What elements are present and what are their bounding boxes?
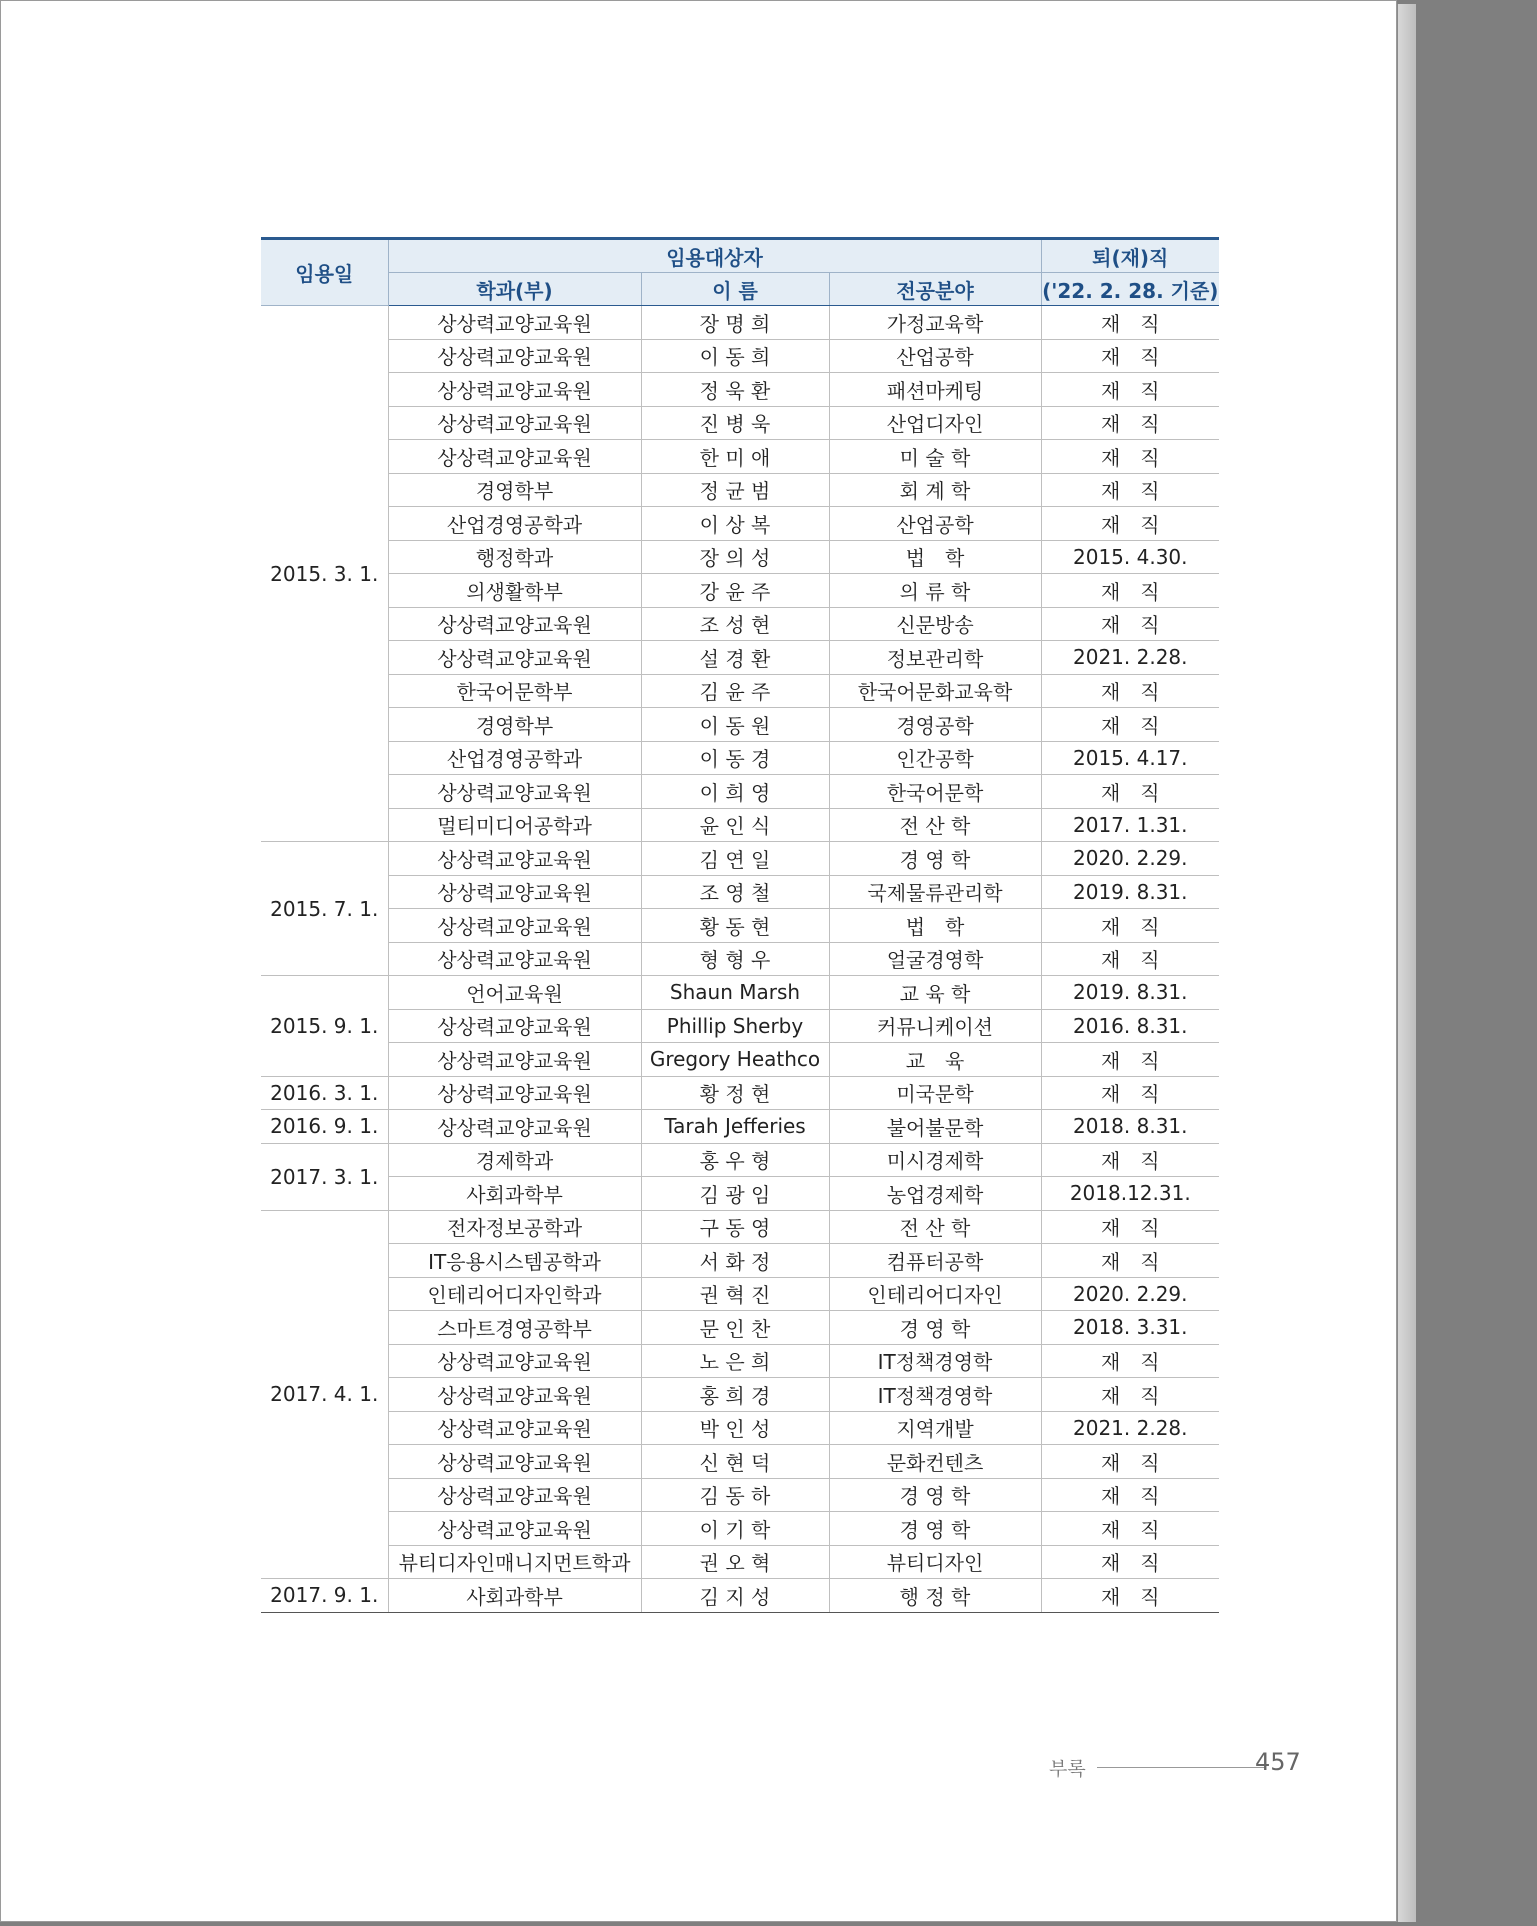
table-row [261,473,1219,507]
table-row [261,1545,1219,1579]
table-row [261,808,1219,842]
cell-dept: 상상력교양교육원 [388,440,641,474]
cell-field: 가정교육학 [829,306,1041,340]
cell-status: 재 직 [1041,1512,1219,1546]
cell-status: 재 직 [1041,1579,1219,1613]
cell-field: 전 산 학 [829,808,1041,842]
cell-name: Phillip Sherby [641,1009,829,1043]
cell-dept: 상상력교양교육원 [388,1478,641,1512]
cell-field: 컴퓨터공학 [829,1244,1041,1278]
cell-name: 박 인 성 [641,1411,829,1445]
cell-name: 이 동 희 [641,339,829,373]
cell-status: 재 직 [1041,674,1219,708]
cell-name: 이 상 복 [641,507,829,541]
cell-dept: 상상력교양교육원 [388,1043,641,1077]
cell-dept: 상상력교양교육원 [388,1512,641,1546]
cell-dept: 상상력교양교육원 [388,1009,641,1043]
cell-status: 재 직 [1041,507,1219,541]
cell-name: 윤 인 식 [641,808,829,842]
cell-field: 의 류 학 [829,574,1041,608]
page-edge-shadow [1397,4,1416,1922]
cell-dept: 상상력교양교육원 [388,306,641,340]
cell-status: 재 직 [1041,607,1219,641]
cell-name: 이 동 원 [641,708,829,742]
cell-dept: 상상력교양교육원 [388,1110,641,1144]
cell-date: 2015. 3. 1. [261,306,388,842]
cell-date: 2017. 9. 1. [261,1579,388,1613]
cell-dept: 상상력교양교육원 [388,607,641,641]
cell-field: 패션마케팅 [829,373,1041,407]
cell-name: 진 병 욱 [641,406,829,440]
cell-name: 문 인 찬 [641,1311,829,1345]
header-date: 임용일 [261,239,388,306]
cell-dept: 산업경영공학과 [388,507,641,541]
cell-status: 2020. 2.29. [1041,1277,1219,1311]
cell-status: 재 직 [1041,406,1219,440]
cell-dept: 상상력교양교육원 [388,1411,641,1445]
cell-status: 2019. 8.31. [1041,875,1219,909]
cell-status: 재 직 [1041,909,1219,943]
cell-status: 재 직 [1041,473,1219,507]
cell-status: 재 직 [1041,942,1219,976]
table-row [261,1177,1219,1211]
cell-name: 설 경 환 [641,641,829,675]
cell-dept: 상상력교양교육원 [388,775,641,809]
table-row [261,1277,1219,1311]
cell-name: 홍 우 형 [641,1143,829,1177]
cell-field: IT정책경영학 [829,1344,1041,1378]
cell-date: 2017. 3. 1. [261,1143,388,1210]
cell-date: 2016. 9. 1. [261,1110,388,1144]
cell-field: 정보관리학 [829,641,1041,675]
cell-field: 경 영 학 [829,842,1041,876]
cell-field: 교 육 [829,1043,1041,1077]
cell-status: 재 직 [1041,574,1219,608]
page-number: 457 [1255,1748,1301,1776]
cell-name: 형 형 우 [641,942,829,976]
cell-dept: 상상력교양교육원 [388,1378,641,1412]
appointment-table [261,237,1219,1613]
table-row [261,1143,1219,1177]
cell-field: 산업공학 [829,507,1041,541]
cell-dept: 상상력교양교육원 [388,339,641,373]
table-row [261,1009,1219,1043]
appointment-table-container [261,237,1219,1613]
cell-dept: 스마트경영공학부 [388,1311,641,1345]
cell-field: 회 계 학 [829,473,1041,507]
table-body [261,306,1219,1613]
cell-status: 2019. 8.31. [1041,976,1219,1010]
cell-name: 황 정 현 [641,1076,829,1110]
cell-dept: IT응용시스템공학과 [388,1244,641,1278]
cell-dept: 상상력교양교육원 [388,373,641,407]
cell-field: 한국어문학 [829,775,1041,809]
table-row [261,1076,1219,1110]
table-row [261,976,1219,1010]
cell-field: 경 영 학 [829,1512,1041,1546]
cell-field: 전 산 학 [829,1210,1041,1244]
cell-field: 미시경제학 [829,1143,1041,1177]
cell-field: 법 학 [829,540,1041,574]
cell-status: 2016. 8.31. [1041,1009,1219,1043]
table-row [261,540,1219,574]
cell-dept: 멀티미디어공학과 [388,808,641,842]
cell-name: 구 동 영 [641,1210,829,1244]
cell-name: 한 미 애 [641,440,829,474]
table-row [261,708,1219,742]
cell-field: 산업디자인 [829,406,1041,440]
cell-status: 재 직 [1041,1210,1219,1244]
cell-name: 장 의 성 [641,540,829,574]
cell-dept: 상상력교양교육원 [388,842,641,876]
table-row [261,406,1219,440]
cell-name: Gregory Heathco [641,1043,829,1077]
table-row [261,1512,1219,1546]
cell-field: 교 육 학 [829,976,1041,1010]
table-row [261,741,1219,775]
cell-field: 지역개발 [829,1411,1041,1445]
cell-date: 2016. 3. 1. [261,1076,388,1110]
cell-field: 얼굴경영학 [829,942,1041,976]
table-row [261,306,1219,340]
cell-field: 문화컨텐츠 [829,1445,1041,1479]
cell-name: 김 지 성 [641,1579,829,1613]
cell-status: 2015. 4.17. [1041,741,1219,775]
cell-name: 조 영 철 [641,875,829,909]
cell-status: 2015. 4.30. [1041,540,1219,574]
cell-field: 커뮤니케이션 [829,1009,1041,1043]
cell-name: 김 동 하 [641,1478,829,1512]
cell-dept: 뷰티디자인매니지먼트학과 [388,1545,641,1579]
cell-name: 강 윤 주 [641,574,829,608]
table-row [261,775,1219,809]
cell-dept: 경영학부 [388,708,641,742]
cell-field: 불어불문학 [829,1110,1041,1144]
cell-name: Shaun Marsh [641,976,829,1010]
cell-status: 재 직 [1041,373,1219,407]
cell-date: 2015. 7. 1. [261,842,388,976]
table-row [261,1244,1219,1278]
cell-status: 재 직 [1041,1344,1219,1378]
table-row [261,1311,1219,1345]
cell-status: 2021. 2.28. [1041,1411,1219,1445]
cell-name: 황 동 현 [641,909,829,943]
header-status-basis: ('22. 2. 28. 기준) [1041,273,1219,306]
cell-dept: 상상력교양교육원 [388,641,641,675]
table-row [261,440,1219,474]
cell-dept: 한국어문학부 [388,674,641,708]
cell-name: 정 균 범 [641,473,829,507]
table-row [261,842,1219,876]
cell-status: 2018. 3.31. [1041,1311,1219,1345]
table-row [261,641,1219,675]
table-row [261,875,1219,909]
header-dept: 학과(부) [388,273,641,306]
cell-status: 재 직 [1041,306,1219,340]
cell-status: 재 직 [1041,440,1219,474]
cell-dept: 행정학과 [388,540,641,574]
cell-dept: 인테리어디자인학과 [388,1277,641,1311]
cell-name: Tarah Jefferies [641,1110,829,1144]
table-row [261,373,1219,407]
cell-date: 2017. 4. 1. [261,1210,388,1579]
table-row [261,1110,1219,1144]
table-header [261,239,1219,306]
table-row [261,1210,1219,1244]
table-row [261,1411,1219,1445]
cell-dept: 의생활학부 [388,574,641,608]
cell-field: 경 영 학 [829,1478,1041,1512]
cell-name: 조 성 현 [641,607,829,641]
cell-status: 재 직 [1041,708,1219,742]
cell-name: 홍 희 경 [641,1378,829,1412]
cell-dept: 사회과학부 [388,1177,641,1211]
cell-name: 이 동 경 [641,741,829,775]
footer-section-label: 부록 [1049,1758,1086,1780]
cell-status: 재 직 [1041,1076,1219,1110]
cell-dept: 사회과학부 [388,1579,641,1613]
cell-field: 인테리어디자인 [829,1277,1041,1311]
cell-status: 재 직 [1041,775,1219,809]
cell-dept: 산업경영공학과 [388,741,641,775]
cell-status: 재 직 [1041,1545,1219,1579]
cell-status: 재 직 [1041,1143,1219,1177]
cell-name: 정 욱 환 [641,373,829,407]
cell-name: 서 화 정 [641,1244,829,1278]
table-row [261,1378,1219,1412]
cell-name: 김 연 일 [641,842,829,876]
table-row [261,574,1219,608]
cell-name: 장 명 희 [641,306,829,340]
cell-dept: 상상력교양교육원 [388,1344,641,1378]
table-row [261,607,1219,641]
cell-field: 미국문학 [829,1076,1041,1110]
header-field: 전공분야 [829,273,1041,306]
table-row [261,1445,1219,1479]
table-row [261,507,1219,541]
cell-field: IT정책경영학 [829,1378,1041,1412]
table-row [261,339,1219,373]
cell-dept: 전자정보공학과 [388,1210,641,1244]
cell-dept: 언어교육원 [388,976,641,1010]
cell-dept: 경영학부 [388,473,641,507]
cell-field: 인간공학 [829,741,1041,775]
cell-status: 2018. 8.31. [1041,1110,1219,1144]
cell-name: 노 은 희 [641,1344,829,1378]
cell-field: 농업경제학 [829,1177,1041,1211]
cell-status: 재 직 [1041,1043,1219,1077]
cell-status: 재 직 [1041,1445,1219,1479]
cell-status: 재 직 [1041,339,1219,373]
cell-status: 2021. 2.28. [1041,641,1219,675]
cell-name: 신 현 덕 [641,1445,829,1479]
cell-field: 한국어문화교육학 [829,674,1041,708]
cell-name: 김 광 임 [641,1177,829,1211]
cell-dept: 상상력교양교육원 [388,406,641,440]
header-status: 퇴(재)직 [1041,239,1219,273]
cell-name: 이 희 영 [641,775,829,809]
cell-dept: 상상력교양교육원 [388,1076,641,1110]
cell-date: 2015. 9. 1. [261,976,388,1077]
header-name: 이 름 [641,273,829,306]
cell-field: 미 술 학 [829,440,1041,474]
cell-dept: 상상력교양교육원 [388,1445,641,1479]
cell-status: 재 직 [1041,1244,1219,1278]
page-footer [1049,1748,1299,1784]
cell-dept: 상상력교양교육원 [388,875,641,909]
cell-status: 재 직 [1041,1378,1219,1412]
cell-status: 재 직 [1041,1478,1219,1512]
table-row [261,942,1219,976]
cell-field: 경 영 학 [829,1311,1041,1345]
cell-field: 법 학 [829,909,1041,943]
footer-rule [1097,1767,1265,1768]
table-row [261,1478,1219,1512]
cell-dept: 경제학과 [388,1143,641,1177]
header-target: 임용대상자 [388,239,1041,273]
cell-field: 행 정 학 [829,1579,1041,1613]
cell-field: 산업공학 [829,339,1041,373]
table-row [261,909,1219,943]
table-row [261,1579,1219,1613]
cell-status: 2020. 2.29. [1041,842,1219,876]
cell-dept: 상상력교양교육원 [388,942,641,976]
table-row [261,1043,1219,1077]
table-row [261,1344,1219,1378]
cell-field: 경영공학 [829,708,1041,742]
cell-status: 2017. 1.31. [1041,808,1219,842]
cell-name: 권 혁 진 [641,1277,829,1311]
cell-field: 신문방송 [829,607,1041,641]
table-row [261,674,1219,708]
cell-status: 2018.12.31. [1041,1177,1219,1211]
cell-name: 이 기 학 [641,1512,829,1546]
cell-name: 김 윤 주 [641,674,829,708]
cell-field: 뷰티디자인 [829,1545,1041,1579]
cell-dept: 상상력교양교육원 [388,909,641,943]
cell-name: 권 오 혁 [641,1545,829,1579]
cell-field: 국제물류관리학 [829,875,1041,909]
